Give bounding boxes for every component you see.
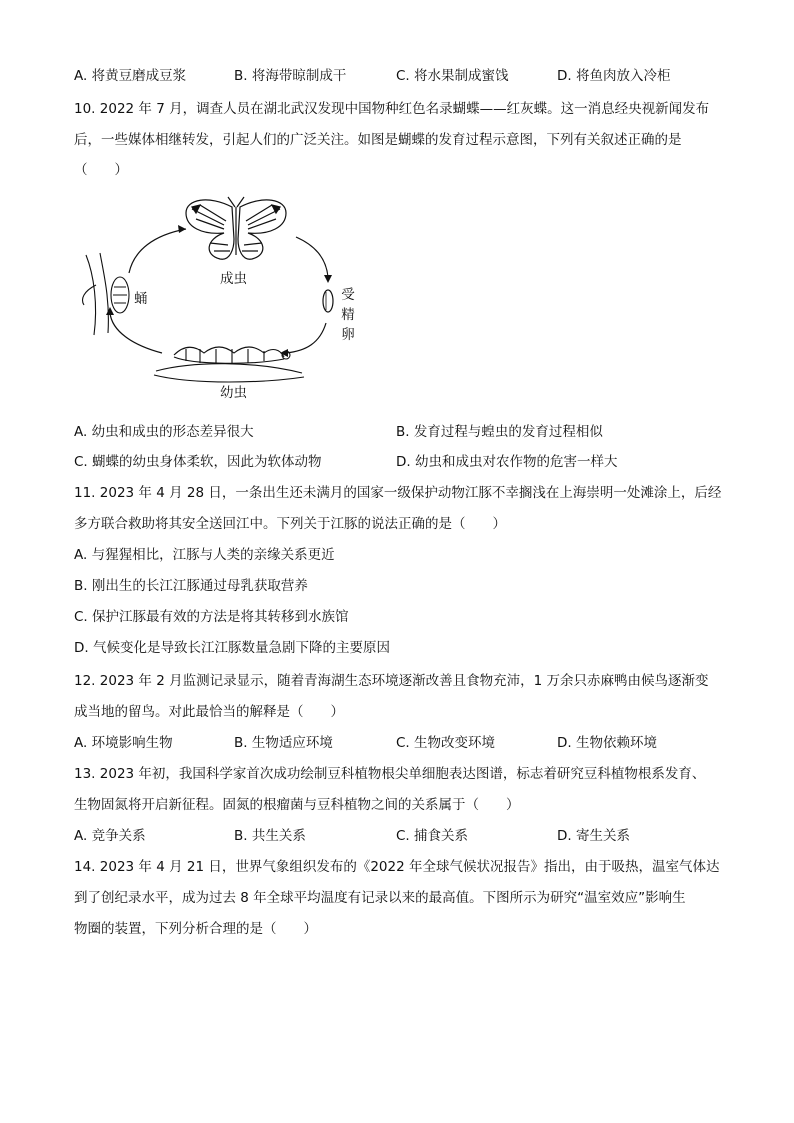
q13-stem-line-1: 13. 2023 年初，我国科学家首次成功绘制豆科植物根尖单细胞表达图谱，标志着研究豆科植物根系发育、	[74, 766, 706, 782]
q9-option-a: A. 将黄豆磨成豆浆	[74, 68, 187, 84]
q12-stem-line-1: 12. 2023 年 2 月监测记录显示，随着青海湖生态环境逐渐改善且食物充沛，1 万余只赤麻鸭由候鸟逐渐变	[74, 673, 709, 689]
q9-option-d: D. 将鱼肉放入冷柜	[557, 68, 671, 84]
life-cycle-diagram	[74, 195, 374, 405]
q9-option-b: B. 将海带晾制成干	[234, 68, 347, 84]
q11-option-b: B. 刚出生的长江江豚通过母乳获取营养	[74, 578, 308, 594]
arrow-larva-to-pupa	[110, 313, 162, 353]
q11-option-d: D. 气候变化是导致长江江豚数量急剧下降的主要原因	[74, 640, 390, 656]
q13-option-c: C. 捕食关系	[396, 828, 469, 844]
q13-option-a: A. 竞争关系	[74, 828, 146, 844]
q10-option-a: A. 幼虫和成虫的形态差异很大	[74, 424, 254, 440]
q11-option-a: A. 与猩猩相比，江豚与人类的亲缘关系更近	[74, 547, 335, 563]
q10-option-d: D. 幼虫和成虫对农作物的危害一样大	[396, 454, 618, 470]
q10-stem-line-1: 10. 2022 年 7 月，调查人员在湖北武汉发现中国物种红色名录蝴蝶——红灰蝶。这一消息经央视新闻发布	[74, 101, 710, 117]
butterfly-life-cycle-figure	[74, 195, 374, 405]
q14-stem-line-2: 到了创纪录水平，成为过去 8 年全球平均温度有记录以来的最高值。下图所示为研究“温室效应”影响生	[74, 890, 686, 906]
q9-option-c: C. 将水果制成蜜饯	[396, 68, 509, 84]
egg-illustration	[323, 290, 333, 312]
q10-stem-line-2: 后，一些媒体相继转发，引起人们的广泛关注。如图是蝴蝶的发育过程示意图，下列有关叙述正确的是	[74, 132, 682, 148]
q11-stem-line-1: 11. 2023 年 4 月 28 日，一条出生还未满月的国家一级保护动物江豚不幸搁浅在上海崇明一处滩涂上，后经	[74, 485, 722, 501]
q14-stem-line-3: 物圈的装置，下列分析合理的是（ ）	[74, 921, 317, 937]
arrow-adult-to-egg	[296, 237, 328, 277]
q11-stem-line-2: 多方联合救助将其安全送回江中。下列关于江豚的说法正确的是（ ）	[74, 516, 506, 532]
larva-label: 幼虫	[220, 385, 247, 401]
q10-option-b: B. 发育过程与蝗虫的发育过程相似	[396, 424, 603, 440]
q13-stem-line-2: 生物固氮将开启新征程。固氮的根瘤菌与豆科植物之间的关系属于（ ）	[74, 797, 520, 813]
q12-option-a: A. 环境影响生物	[74, 735, 173, 751]
adult-label: 成虫	[220, 271, 247, 287]
adult-butterfly-illustration	[186, 197, 286, 259]
q12-option-b: B. 生物适应环境	[234, 735, 333, 751]
arrow-pupa-to-adult	[129, 229, 186, 273]
arrow-egg-to-larva	[286, 323, 326, 353]
q10-stem-line-3: （ ）	[74, 162, 128, 178]
q14-stem-line-1: 14. 2023 年 4 月 21 日，世界气象组织发布的《2022 年全球气候状况报告》指出，由于吸热，温室气体达	[74, 859, 720, 875]
pupa-label: 蛹	[134, 291, 148, 307]
pupa-illustration	[83, 253, 130, 335]
q13-option-d: D. 寄生关系	[557, 828, 630, 844]
q12-stem-line-2: 成当地的留鸟。对此最恰当的解释是（ ）	[74, 704, 344, 720]
q11-option-c: C. 保护江豚最有效的方法是将其转移到水族馆	[74, 609, 349, 625]
q12-option-c: C. 生物改变环境	[396, 735, 496, 751]
egg-label: 受精卵	[341, 287, 355, 343]
q10-option-c: C. 蝴蝶的幼虫身体柔软，因此为软体动物	[74, 454, 322, 470]
q12-option-d: D. 生物依赖环境	[557, 735, 657, 751]
q13-option-b: B. 共生关系	[234, 828, 306, 844]
